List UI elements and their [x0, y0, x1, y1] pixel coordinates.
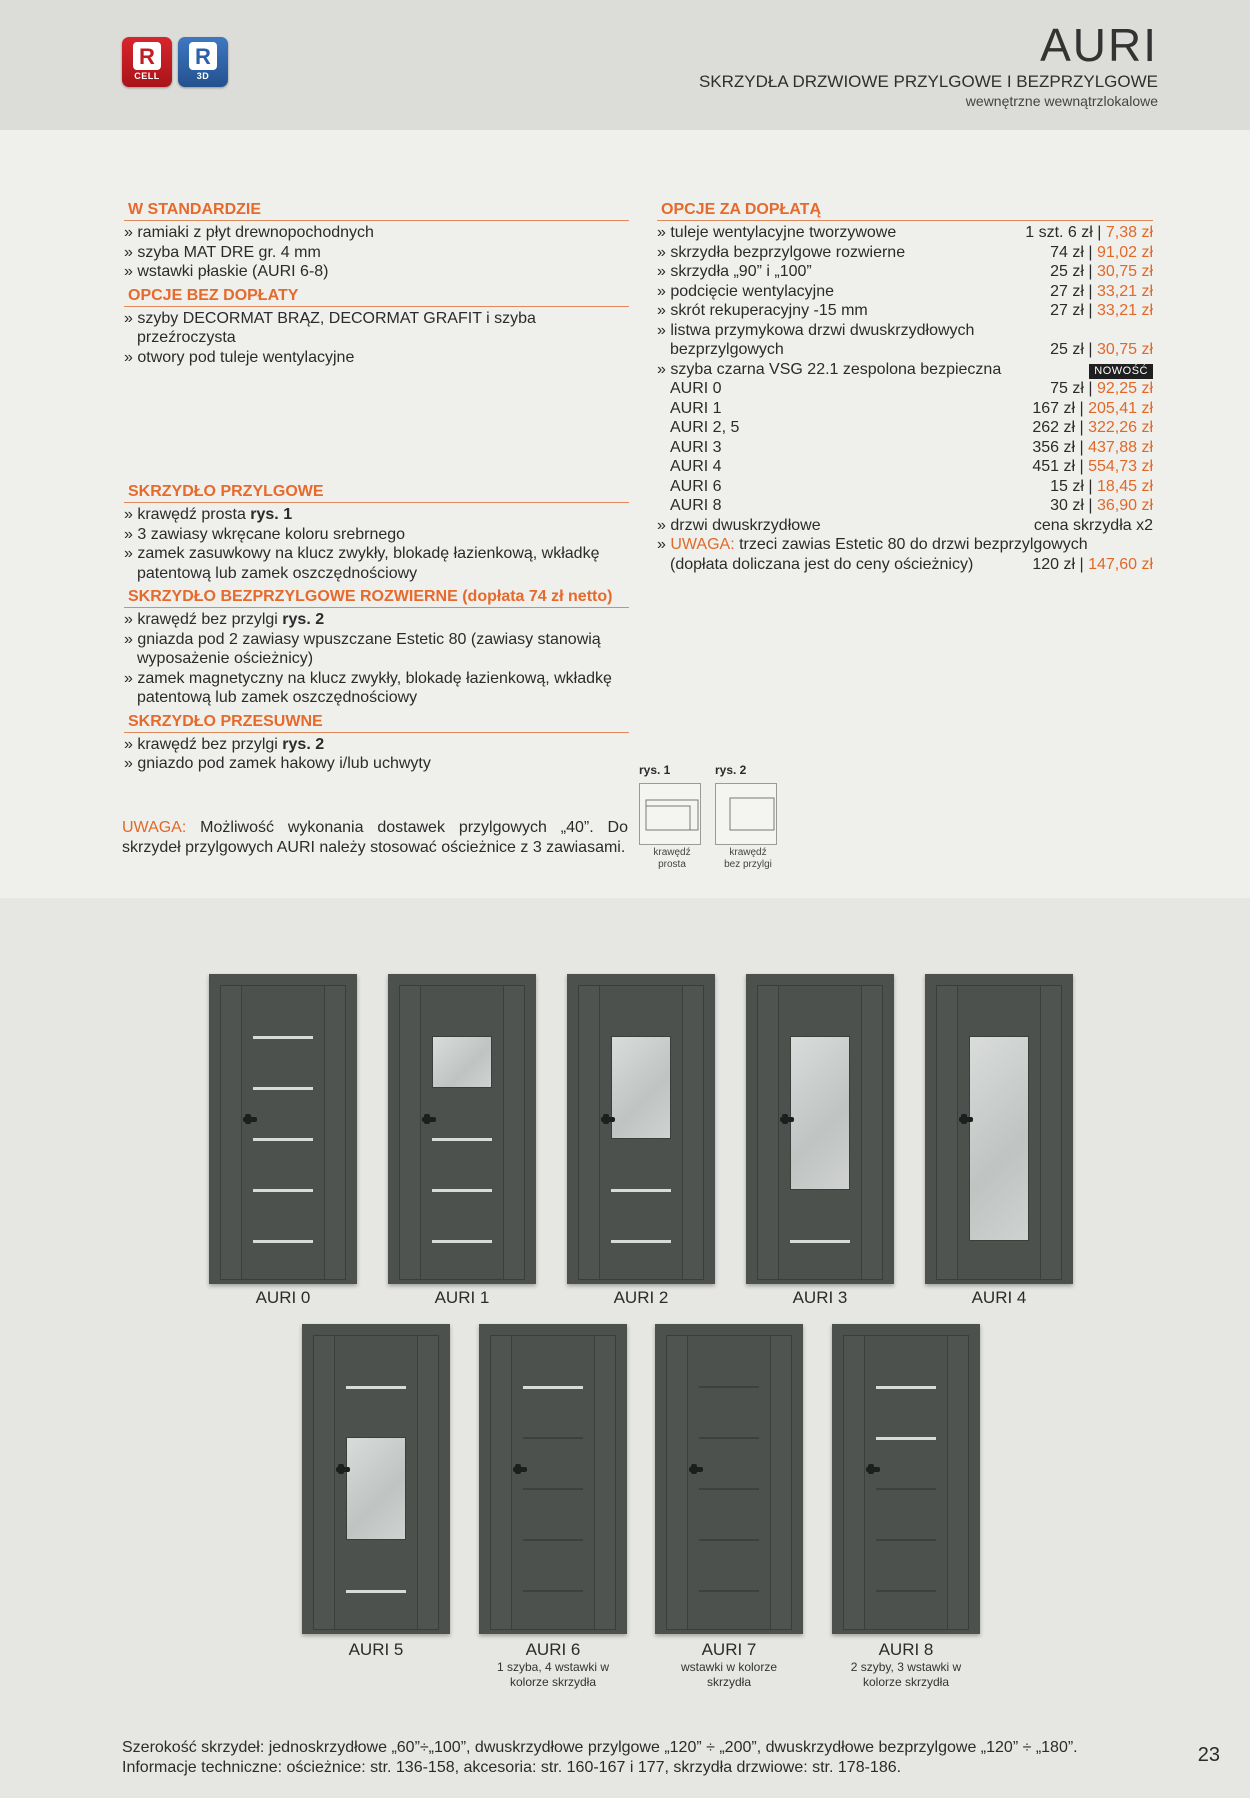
price-row — [657, 223, 1153, 243]
net-price: 25 zł | — [1050, 341, 1093, 358]
price-label: » tuleje wentylacyjne tworzywowe — [657, 224, 897, 241]
price-row — [657, 496, 1153, 516]
footer-line: Szerokość skrzydeł: jednoskrzydłowe „60”÷„100”, dwuskrzydłowe przylgowe „120” ÷ „200”, dwuskrzydłowe bezprzylgowe „120” ÷ „180”. — [122, 1739, 1078, 1756]
list-item: » szyba MAT DRE gr. 4 mm — [124, 243, 321, 261]
net-price: 356 zł | — [1032, 438, 1084, 456]
uwaga-prefix: » — [657, 536, 671, 553]
price-value — [1050, 282, 1153, 302]
list-item — [124, 610, 629, 630]
gross-price: 30,75 zł — [1096, 341, 1153, 358]
door-description-line: kolorze skrzydła — [509, 1675, 597, 1689]
edge-flush-icon — [715, 783, 777, 845]
gross-price: 554,73 zł — [1088, 458, 1153, 475]
price-label: AURI 0 — [670, 380, 722, 397]
door-auri-3 — [746, 974, 894, 1284]
uwaga-text: trzeci zawias Estetic 80 do drzwi bezprzylgowych — [734, 536, 1088, 553]
price-value — [1089, 360, 1153, 380]
note-label: UWAGA: — [122, 819, 187, 836]
door-label: AURI 3 — [792, 1288, 848, 1307]
list-item: » zamek zasuwkowy na klucz zwykły, blokadę łazienkową, wkładkę patentową lub zamek oszczędnościowy — [124, 545, 600, 582]
gross-price: 18,45 zł — [1096, 477, 1153, 495]
door-description — [639, 1660, 819, 1690]
door-panel — [757, 985, 883, 1280]
door-description — [816, 1660, 996, 1690]
door-auri-5 — [302, 1324, 450, 1634]
net-price: 15 zł | — [1050, 477, 1093, 495]
figure-caption-line: bez przylgi — [724, 859, 772, 870]
price-row — [657, 418, 1153, 438]
item-text: » krawędź prosta — [124, 506, 251, 523]
list-item: » zamek magnetyczny na klucz zwykły, blokadę łazienkową, wkładkę patentową lub zamek oszczędnościowy — [124, 669, 612, 706]
price-value — [1032, 457, 1153, 477]
net-price: 30 zł | — [1050, 497, 1093, 514]
price-row — [657, 399, 1153, 419]
figure-caption — [639, 847, 705, 871]
door-label: AURI 0 — [255, 1288, 311, 1307]
gross-price: 92,25 zł — [1096, 380, 1153, 397]
price-value — [1050, 477, 1153, 497]
price-label: » skrzydła „90” i „100” — [657, 263, 812, 280]
footer-line: Informacje techniczne: ościeżnice: str. 136-158, akcesoria: str. 160-167 i 177, skrzydła drzwiowe: str. 178-186. — [122, 1758, 902, 1776]
door-panel — [578, 985, 704, 1280]
figure-caption — [715, 847, 781, 871]
price-row — [657, 516, 1153, 536]
net-price: 27 zł | — [1050, 282, 1093, 300]
door-description — [463, 1660, 643, 1690]
list-item — [124, 505, 629, 525]
price-label: AURI 3 — [670, 438, 722, 456]
door-auri-7 — [655, 1324, 803, 1634]
door-panel — [843, 1335, 969, 1630]
gross-price: 437,88 zł — [1088, 438, 1153, 456]
section-heading-przylgowe: SKRZYDŁO PRZYLGOWE — [124, 482, 629, 503]
door-label: AURI 2 — [613, 1288, 669, 1307]
price-row — [657, 379, 1153, 399]
gross-price: 91,02 zł — [1096, 243, 1153, 261]
price-row — [657, 360, 1153, 380]
badge-sub: 3D — [196, 71, 210, 81]
item-figure-ref: rys. 2 — [282, 611, 325, 628]
price-row — [657, 243, 1153, 263]
net-price: 27 zł | — [1050, 302, 1093, 319]
gross-price: 205,41 zł — [1088, 399, 1153, 417]
list-item: » ramiaki z płyt drewnopochodnych — [124, 224, 374, 241]
price-label: AURI 2, 5 — [670, 419, 740, 436]
specs-section — [0, 130, 1250, 898]
price-row — [657, 282, 1153, 302]
price-value — [1032, 399, 1153, 419]
figure-label: rys. 1 — [639, 763, 671, 777]
door-panel — [399, 985, 525, 1280]
right-column — [657, 200, 1153, 574]
footer-notes — [122, 1738, 1182, 1777]
price-label: AURI 1 — [670, 399, 722, 417]
door-panel — [936, 985, 1062, 1280]
list-item: » gniazda pod 2 zawiasy wpuszczane Estetic 80 (zawiasy stanowią wyposażenie ościeżnicy) — [124, 630, 601, 667]
door-label: AURI 5 — [348, 1640, 404, 1659]
price-value: cena skrzydła x2 — [1033, 516, 1153, 534]
price-row — [657, 262, 1153, 282]
price-label: » skrzydła bezprzylgowe rozwierne — [657, 243, 906, 261]
badge-sub: CELL — [134, 71, 160, 81]
page-header — [0, 0, 1250, 130]
net-price: 1 szt. 6 zł | — [1025, 224, 1102, 241]
price-row — [657, 301, 1153, 321]
price-label: bezprzylgowych — [670, 341, 784, 358]
price-value — [1032, 555, 1153, 575]
list-item: » szyby DECORMAT BRĄZ, DECORMAT GRAFIT i szyba przeźroczysta — [124, 309, 536, 346]
price-label: » podcięcie wentylacyjne — [657, 282, 834, 300]
gross-price: 30,75 zł — [1096, 263, 1153, 280]
net-price: 451 zł | — [1032, 458, 1084, 475]
figure-caption-line: krawędź — [729, 847, 767, 858]
gross-price: 33,21 zł — [1096, 282, 1153, 300]
door-label: AURI 6 — [525, 1640, 581, 1659]
section-heading-free-options: OPCJE BEZ DOPŁATY — [124, 286, 629, 307]
gross-price: 322,26 zł — [1088, 419, 1153, 436]
list-item: » wstawki płaskie (AURI 6-8) — [124, 263, 329, 280]
price-value — [1050, 301, 1153, 321]
page-subtitle-secondary: wewnętrzne wewnątrzlokalowe — [965, 93, 1158, 109]
price-row — [657, 438, 1153, 458]
price-value — [1050, 243, 1153, 263]
door-label: AURI 4 — [971, 1288, 1027, 1307]
price-row — [657, 457, 1153, 477]
price-row — [657, 555, 1153, 575]
door-auri-1 — [388, 974, 536, 1284]
page-subtitle: SKRZYDŁA DRZWIOWE PRZYLGOWE I BEZPRZYLGOWE — [698, 72, 1158, 91]
badge-letter: R — [189, 42, 217, 70]
door-description-line: 1 szyba, 4 wstawki w — [496, 1660, 610, 1674]
price-label: AURI 6 — [670, 477, 722, 495]
price-row — [657, 340, 1153, 360]
door-auri-2 — [567, 974, 715, 1284]
door-description-line: 2 szyby, 3 wstawki w — [850, 1660, 962, 1674]
gross-price: 147,60 zł — [1088, 555, 1153, 573]
page-number: 23 — [1197, 1744, 1220, 1766]
item-figure-ref: rys. 1 — [250, 506, 293, 523]
gross-price: 36,90 zł — [1096, 497, 1153, 514]
item-figure-ref: rys. 2 — [282, 735, 325, 753]
price-value — [1050, 379, 1153, 399]
page-title: AURI — [1040, 19, 1158, 71]
r-3d-badge-icon — [178, 37, 228, 87]
door-description-line: kolorze skrzydła — [862, 1675, 950, 1689]
section-heading-standard: W STANDARDZIE — [124, 200, 629, 221]
badge-letter: R — [133, 42, 161, 70]
gross-price: 7,38 zł — [1105, 224, 1153, 241]
section-heading-paid-options: OPCJE ZA DOPŁATĄ — [657, 200, 1153, 221]
price-label: » skrót rekuperacyjny -15 mm — [657, 302, 868, 319]
price-label: AURI 4 — [670, 458, 722, 475]
section-heading-przesuwne: SKRZYDŁO PRZESUWNE — [124, 712, 629, 733]
figure-rys-1 — [639, 763, 705, 871]
door-auri-8 — [832, 1324, 980, 1634]
price-label: AURI 8 — [670, 497, 722, 514]
edge-straight-icon — [639, 783, 701, 845]
item-text: » krawędź bez przylgi — [124, 611, 283, 628]
figure-caption-line: krawędź — [653, 847, 691, 858]
list-item: » otwory pod tuleje wentylacyjne — [124, 348, 355, 366]
door-label: AURI 7 — [701, 1640, 757, 1659]
door-auri-0 — [209, 974, 357, 1284]
price-row — [657, 477, 1153, 497]
new-badge: NOWOŚĆ — [1089, 364, 1153, 379]
price-value — [1032, 438, 1153, 458]
door-panel — [220, 985, 346, 1280]
figure-rys-2 — [715, 763, 781, 871]
section-heading-bezprzylgowe: SKRZYDŁO BEZPRZYLGOWE ROZWIERNE (dopłata 74 zł netto) — [124, 587, 629, 608]
door-auri-6 — [479, 1324, 627, 1634]
price-value — [1050, 262, 1153, 282]
door-label: AURI 1 — [434, 1288, 490, 1307]
net-price: 75 zł | — [1050, 380, 1093, 397]
note-text: Możliwość wykonania dostawek przylgowych „40”. Do skrzydeł przylgowych AURI należy stosować ościeżnice z 3 zawiasami. — [122, 819, 628, 856]
door-auri-4 — [925, 974, 1073, 1284]
net-price: 120 zł | — [1032, 555, 1084, 573]
door-panel — [666, 1335, 792, 1630]
net-price: 25 zł | — [1050, 263, 1093, 280]
figure-caption-line: prosta — [658, 859, 686, 870]
note-paragraph — [122, 818, 628, 857]
left-column — [124, 200, 629, 774]
price-label: » listwa przymykowa drzwi dwuskrzydłowych — [657, 321, 975, 339]
door-description-line: wstawki w kolorze — [680, 1660, 778, 1674]
door-description-line: skrzydła — [706, 1675, 751, 1689]
door-panel — [490, 1335, 616, 1630]
price-label: (dopłata doliczana jest do ceny ościeżnicy) — [670, 555, 974, 573]
gross-price: 33,21 zł — [1096, 302, 1153, 319]
door-panel — [313, 1335, 439, 1630]
price-label: » szyba czarna VSG 22.1 zespolona bezpieczna — [657, 360, 1002, 378]
net-price: 167 zł | — [1032, 399, 1084, 417]
list-item: » gniazdo pod zamek hakowy i/lub uchwyty — [124, 755, 431, 772]
price-value — [1025, 223, 1153, 243]
door-label: AURI 8 — [878, 1640, 934, 1659]
item-text: » krawędź bez przylgi — [124, 735, 283, 753]
price-value — [1050, 496, 1153, 516]
doors-gallery — [0, 898, 1250, 1798]
price-label: » drzwi dwuskrzydłowe — [657, 516, 821, 534]
price-value — [1050, 340, 1153, 360]
r-cell-badge-icon — [122, 37, 172, 87]
net-price: 262 zł | — [1032, 419, 1084, 436]
uwaga-line — [657, 535, 1153, 555]
price-value — [1032, 418, 1153, 438]
list-item — [124, 735, 629, 755]
uwaga-label: UWAGA: — [670, 536, 735, 553]
list-item: » 3 zawiasy wkręcane koloru srebrnego — [124, 525, 406, 543]
figure-label: rys. 2 — [715, 763, 747, 777]
net-price: 74 zł | — [1050, 243, 1093, 261]
